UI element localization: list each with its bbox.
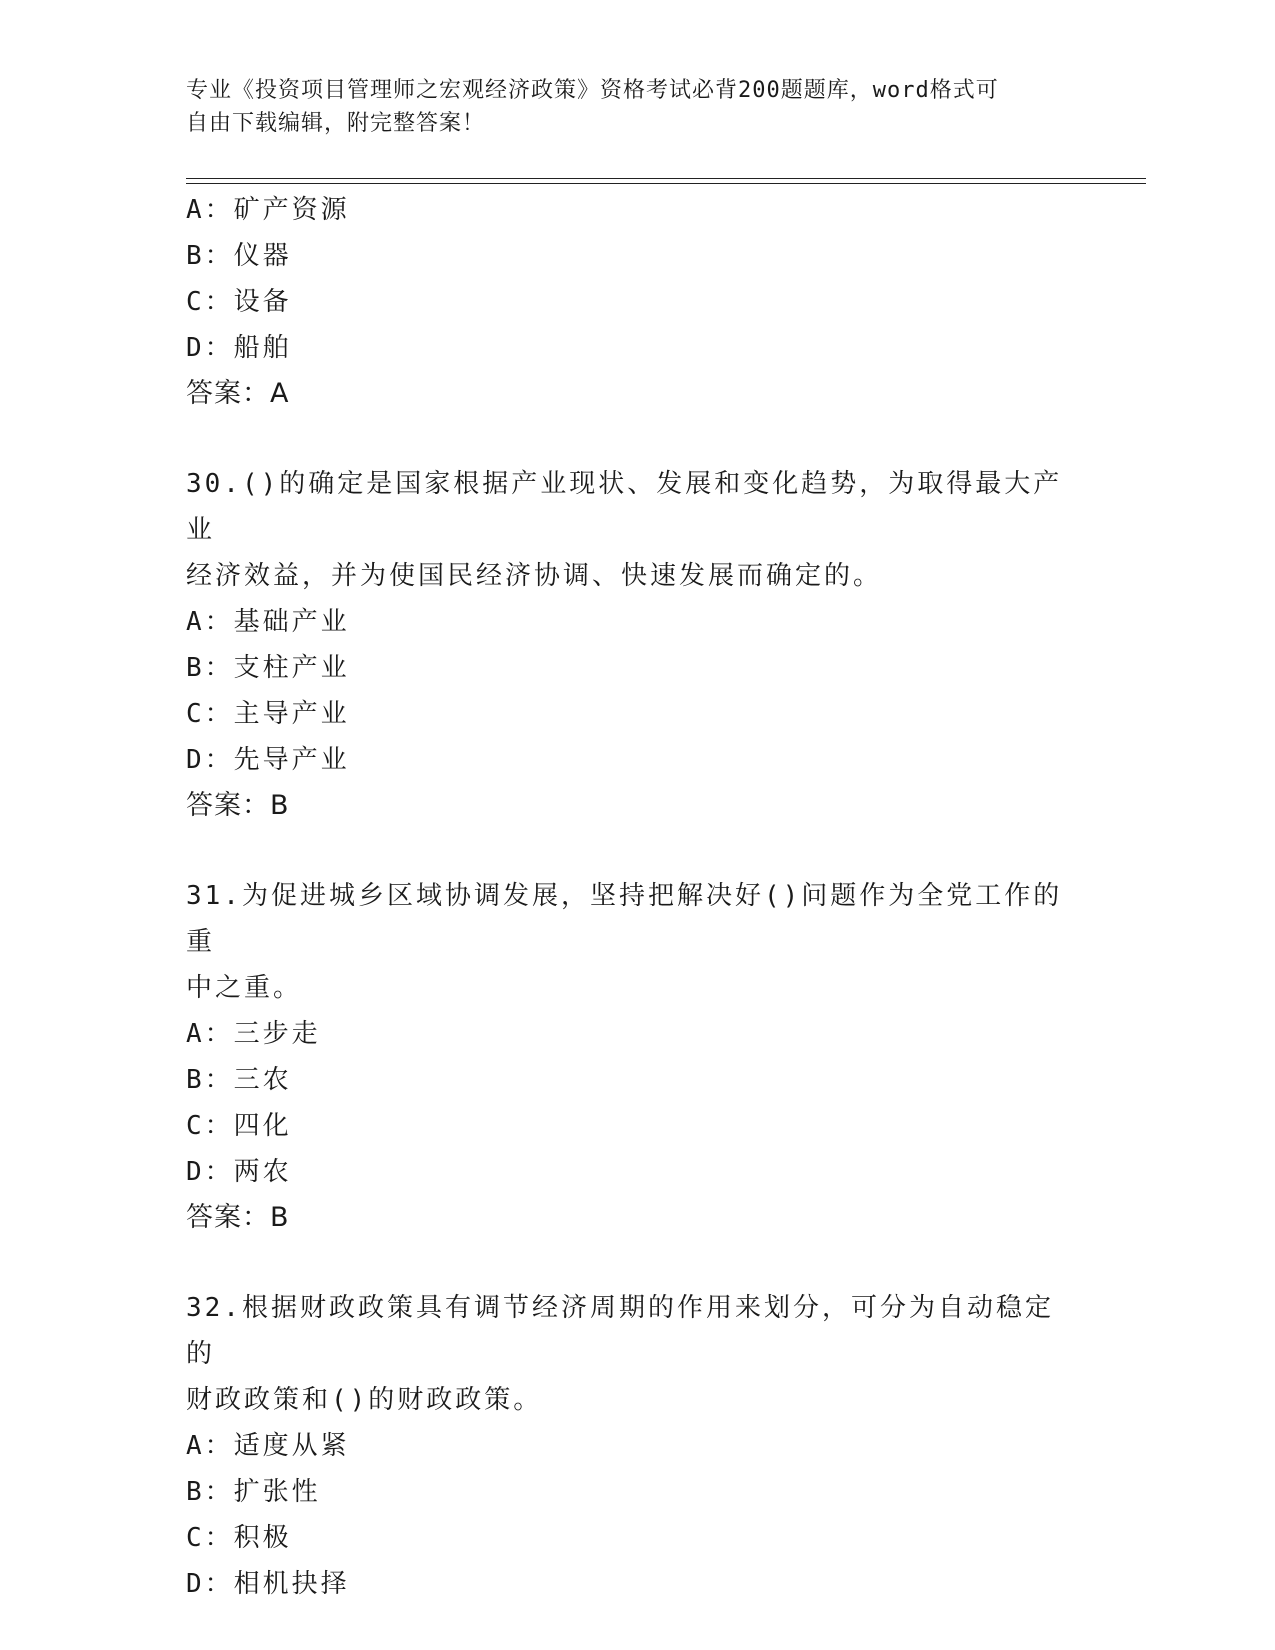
- question-stem: [186, 461, 1066, 599]
- question-stem-line-1: 32.根据财政政策具有调节经济周期的作用来划分，可分为自动稳定的: [186, 1293, 1054, 1369]
- question-stem-line-1: 30.()的确定是国家根据产业现状、发展和变化趋势，为取得最大产业: [186, 469, 1063, 545]
- document-header: [186, 74, 1086, 140]
- option-d: D：先导产业: [186, 745, 350, 775]
- question-stem-line-2: 财政政策和()的财政政策。: [186, 1385, 543, 1415]
- question-stem: [186, 873, 1066, 1011]
- question-31: [186, 873, 1086, 1241]
- question-30: [186, 461, 1086, 829]
- header-divider-bottom: [186, 183, 1146, 184]
- question-stem-line-1: 31.为促进城乡区域协调发展，坚持把解决好()问题作为全党工作的重: [186, 881, 1063, 957]
- answer-line: 答案：A: [186, 378, 290, 409]
- question-list: [186, 187, 1086, 1607]
- option-a: A：三步走: [186, 1019, 321, 1049]
- option-d: D：两农: [186, 1157, 292, 1187]
- question-29: [186, 187, 1086, 417]
- header-title-line-1: 专业《投资项目管理师之宏观经济政策》资格考试必背200题题库，word格式可: [186, 78, 999, 103]
- option-b: B：三农: [186, 1065, 292, 1095]
- option-b: B：仪器: [186, 241, 292, 271]
- question-32: [186, 1285, 1086, 1607]
- option-c: C：四化: [186, 1111, 292, 1141]
- option-d: D：相机抉择: [186, 1569, 350, 1599]
- option-c: C：主导产业: [186, 699, 350, 729]
- answer-line: 答案：B: [186, 790, 290, 821]
- answer-line: 答案：B: [186, 1202, 290, 1233]
- question-stem: [186, 1285, 1066, 1423]
- header-divider-top: [186, 178, 1146, 179]
- header-title-line-2: 自由下载编辑，附完整答案！: [186, 111, 486, 136]
- option-b: B：支柱产业: [186, 653, 350, 683]
- question-stem-line-2: 中之重。: [186, 973, 303, 1003]
- option-a: A：适度从紧: [186, 1431, 350, 1461]
- option-b: B：扩张性: [186, 1477, 321, 1507]
- option-a: A：矿产资源: [186, 195, 350, 225]
- option-d: D：船舶: [186, 333, 292, 363]
- question-stem-line-2: 经济效益，并为使国民经济协调、快速发展而确定的。: [186, 561, 883, 591]
- option-c: C：积极: [186, 1523, 292, 1553]
- option-c: C：设备: [186, 287, 292, 317]
- option-a: A：基础产业: [186, 607, 350, 637]
